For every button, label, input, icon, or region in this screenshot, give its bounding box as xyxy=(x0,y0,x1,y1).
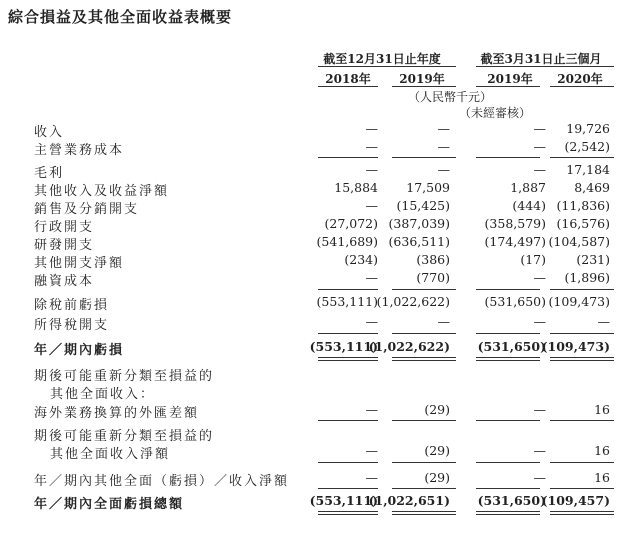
row-other-income xyxy=(0,179,640,197)
row-oci-heading-2 xyxy=(0,382,640,400)
row-value: (29) xyxy=(424,443,450,458)
subtotal-line xyxy=(392,488,456,489)
row-value: (531,650) xyxy=(477,339,546,354)
subtotal-line xyxy=(392,333,456,334)
row-value: — xyxy=(533,470,546,485)
row-label: 行政開支 xyxy=(34,220,95,235)
subtotal-line xyxy=(550,157,614,158)
row-value: (387,039) xyxy=(388,216,450,231)
row-value: — xyxy=(533,402,546,417)
row-value: — xyxy=(365,162,378,177)
row-label: 毛利 xyxy=(34,166,65,181)
row-value: — xyxy=(437,314,450,329)
total-double-line xyxy=(318,357,378,361)
row-value: (1,022,622) xyxy=(368,339,450,354)
subtotal-line xyxy=(318,333,378,334)
row-gross-profit xyxy=(0,161,640,179)
row-value: (531,650) xyxy=(484,294,546,309)
header-group-quarter: 截至3月31日止三個月 xyxy=(480,52,602,66)
row-value: — xyxy=(533,270,546,285)
row-value: (358,579) xyxy=(484,216,546,231)
subtotal-line xyxy=(392,157,456,158)
total-double-line xyxy=(392,357,456,361)
row-label: 收入 xyxy=(34,125,65,140)
year-underline-4 xyxy=(550,86,614,87)
subtotal-line xyxy=(318,157,378,158)
row-value: (109,473) xyxy=(541,339,610,354)
row-value: 16 xyxy=(594,470,610,485)
row-label: 所得稅開支 xyxy=(34,318,110,333)
subtotal-line xyxy=(318,488,378,489)
row-value: (174,497) xyxy=(484,234,546,249)
subtotal-line xyxy=(392,420,456,421)
row-label: 除稅前虧損 xyxy=(34,298,110,313)
year-header-3: 2019年 xyxy=(487,72,533,86)
row-total-comprehensive-loss xyxy=(0,492,640,510)
row-value: — xyxy=(365,402,378,417)
total-double-line xyxy=(476,357,540,361)
year-header-2: 2019年 xyxy=(399,72,445,86)
row-value: — xyxy=(437,121,450,136)
subtotal-line xyxy=(550,462,614,463)
row-loss-before-tax xyxy=(0,293,640,311)
row-value: 8,469 xyxy=(574,180,610,195)
row-value: (17) xyxy=(520,252,546,267)
row-oci-heading-1 xyxy=(0,364,640,382)
row-value: — xyxy=(365,470,378,485)
row-label: 期後可能重新分類至損益的 xyxy=(34,429,215,444)
row-value: (29) xyxy=(424,470,450,485)
row-loss-for-period xyxy=(0,338,640,356)
row-value: (109,473) xyxy=(548,294,610,309)
subtotal-line xyxy=(318,420,378,421)
row-label: 銷售及分銷開支 xyxy=(34,202,140,217)
row-value: — xyxy=(365,121,378,136)
row-value: (27,072) xyxy=(324,216,378,231)
row-value: (29) xyxy=(424,402,450,417)
row-selling-expenses xyxy=(0,197,640,215)
row-value: 15,884 xyxy=(334,180,378,195)
row-value: (770) xyxy=(416,270,450,285)
row-value: (104,587) xyxy=(548,234,610,249)
row-value: 16 xyxy=(594,443,610,458)
row-label: 海外業務換算的外匯差額 xyxy=(34,406,200,421)
row-value: (1,022,651) xyxy=(368,493,450,508)
row-value: (1,896) xyxy=(564,270,610,285)
row-value: — xyxy=(533,314,546,329)
row-value: (444) xyxy=(512,198,546,213)
total-double-line xyxy=(392,511,456,515)
row-value: (541,689) xyxy=(316,234,378,249)
row-value: 19,726 xyxy=(566,121,610,136)
row-label: 其他全面收入淨額 xyxy=(50,447,171,462)
row-label: 主營業務成本 xyxy=(34,143,125,158)
row-oci-for-period xyxy=(0,469,640,487)
row-value: — xyxy=(365,139,378,154)
total-double-line xyxy=(318,511,378,515)
year-header-4: 2020年 xyxy=(557,72,603,86)
row-finance-costs xyxy=(0,269,640,287)
subtotal-line xyxy=(550,488,614,489)
row-fx-difference xyxy=(0,401,640,419)
subtotal-line xyxy=(318,289,378,290)
total-double-line xyxy=(550,357,614,361)
row-value: (11,836) xyxy=(556,198,610,213)
page-title: 綜合損益及其他全面收益表概要 xyxy=(8,8,233,26)
header-group-year: 截至12月31日止年度 xyxy=(323,52,441,66)
row-value: (231) xyxy=(576,252,610,267)
row-value: (234) xyxy=(344,252,378,267)
unit-note: （人民幣千元） xyxy=(407,90,492,104)
row-value: (1,022,622) xyxy=(376,294,450,309)
row-label: 年／期內虧損 xyxy=(34,343,125,358)
row-value: — xyxy=(365,314,378,329)
subtotal-line xyxy=(550,420,614,421)
row-value: 17,509 xyxy=(406,180,450,195)
row-label: 其他開支淨額 xyxy=(34,256,125,271)
row-label: 年／期內全面虧損總額 xyxy=(34,497,185,512)
row-value: — xyxy=(533,443,546,458)
row-value: 1,887 xyxy=(510,180,546,195)
row-value: (531,650) xyxy=(477,493,546,508)
subtotal-line xyxy=(476,462,540,463)
subtotal-line xyxy=(550,333,614,334)
row-label: 研發開支 xyxy=(34,238,95,253)
row-value: — xyxy=(365,198,378,213)
row-value: (2,542) xyxy=(564,139,610,154)
year-header-1: 2018年 xyxy=(325,72,371,86)
header-group-quarter-line xyxy=(476,66,614,67)
row-cost-of-sales xyxy=(0,138,640,156)
row-value: 17,184 xyxy=(566,162,610,177)
row-rnd-expenses xyxy=(0,233,640,251)
row-income-tax xyxy=(0,313,640,331)
row-value: — xyxy=(533,162,546,177)
row-value: — xyxy=(597,314,610,329)
audit-note: （未經審核） xyxy=(458,106,531,120)
row-value: — xyxy=(437,162,450,177)
row-label: 其他全面收入： xyxy=(50,387,156,402)
subtotal-line xyxy=(550,289,614,290)
row-value: (553,111) xyxy=(309,339,378,354)
row-oci-net xyxy=(0,442,640,460)
row-value: 16 xyxy=(594,402,610,417)
subtotal-line xyxy=(392,289,456,290)
total-double-line xyxy=(476,511,540,515)
subtotal-line xyxy=(476,333,540,334)
row-value: (386) xyxy=(416,252,450,267)
row-value: — xyxy=(365,270,378,285)
row-revenue xyxy=(0,120,640,138)
row-value: — xyxy=(365,443,378,458)
year-underline-3 xyxy=(476,86,540,87)
subtotal-line xyxy=(476,488,540,489)
row-value: (109,457) xyxy=(541,493,610,508)
row-value: — xyxy=(533,139,546,154)
row-value: (553,111) xyxy=(309,493,378,508)
row-value: (15,425) xyxy=(396,198,450,213)
row-other-expenses xyxy=(0,251,640,269)
subtotal-line xyxy=(476,157,540,158)
subtotal-line xyxy=(318,462,378,463)
subtotal-line xyxy=(476,420,540,421)
row-admin-expenses xyxy=(0,215,640,233)
row-value: — xyxy=(533,121,546,136)
header-group-year-line xyxy=(318,66,456,67)
year-underline-2 xyxy=(392,86,456,87)
row-label: 融資成本 xyxy=(34,274,95,289)
row-label: 年／期內其他全面（虧損）／收入淨額 xyxy=(34,474,290,489)
subtotal-line xyxy=(392,462,456,463)
row-oci-net-heading xyxy=(0,424,640,442)
row-value: (553,111) xyxy=(316,294,378,309)
row-value: (16,576) xyxy=(556,216,610,231)
row-label: 期後可能重新分類至損益的 xyxy=(34,369,215,384)
row-value: — xyxy=(437,139,450,154)
row-value: (636,511) xyxy=(388,234,450,249)
total-double-line xyxy=(550,511,614,515)
subtotal-line xyxy=(476,289,540,290)
row-label: 其他收入及收益淨額 xyxy=(34,184,170,199)
year-underline-1 xyxy=(318,86,378,87)
